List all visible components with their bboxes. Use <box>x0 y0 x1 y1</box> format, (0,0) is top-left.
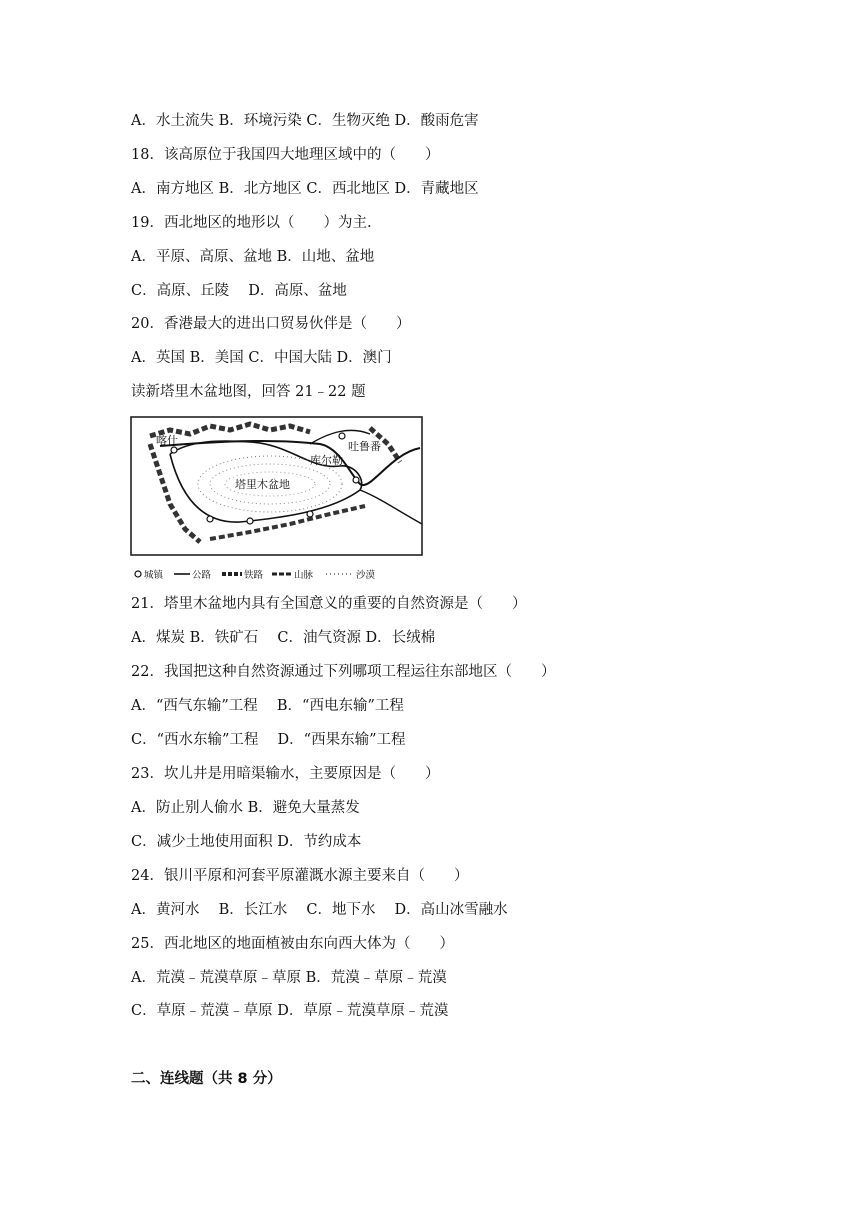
section-title: 二、连线题（共 8 分） <box>131 1071 282 1087</box>
question-line-3: A．南方地区 B．北方地区 C．西北地区 D．青藏地区 <box>131 181 479 197</box>
svg-text:沙漠: 沙漠 <box>356 570 376 581</box>
map-legend <box>135 569 376 581</box>
question-line-2: 18．该高原位于我国四大地理区域中的（ ） <box>131 147 440 163</box>
question-line-1: A．水土流失 B．环境污染 C．生物灭绝 D．酸雨危害 <box>131 113 479 129</box>
question-line-6: C．高原、丘陵 D．高原、盆地 <box>131 283 347 299</box>
question-line-16: A．防止别人偷水 B．避免大量蒸发 <box>131 800 360 816</box>
map-instruction: 读新塔里木盆地图，回答 21﹣22 题 <box>131 384 366 400</box>
tarim-basin-map <box>130 414 426 584</box>
question-line-10: 21．塔里木盆地内具有全国意义的重要的自然资源是（ ） <box>131 596 527 612</box>
question-line-20: 25．西北地区的地面植被由东向西大体为（ ） <box>131 936 454 952</box>
label-basin: 塔里木盆地 <box>235 478 290 491</box>
question-line-21: A．荒漠﹣荒漠草原﹣草原 B．荒漠﹣草原﹣荒漠 <box>131 970 447 986</box>
question-line-15: 23．坎儿井是用暗渠输水，主要原因是（ ） <box>131 766 440 782</box>
question-line-13: A．“西气东输”工程 B．“西电东输”工程 <box>131 698 404 714</box>
question-line-19: A．黄河水 B．长江水 C．地下水 D．高山冰雪融水 <box>131 902 508 918</box>
question-line-14: C．“西水东输”工程 D．“西果东输”工程 <box>131 732 406 748</box>
city-marker <box>171 447 177 453</box>
label-kashgar: 喀什 <box>156 434 178 447</box>
svg-text:铁路: 铁路 <box>244 570 264 581</box>
question-line-22: C．草原﹣荒漠﹣草原 D．草原﹣荒漠草原﹣荒漠 <box>131 1003 449 1019</box>
svg-text:公路: 公路 <box>192 570 212 581</box>
question-line-17: C．减少土地使用面积 D．节约成本 <box>131 834 362 850</box>
label-turpan: 吐鲁番 <box>348 440 381 453</box>
city-marker <box>207 516 213 522</box>
svg-text:山脉: 山脉 <box>294 570 314 581</box>
question-line-11: A．煤炭 B．铁矿石 C．油气资源 D．长绒棉 <box>131 630 436 646</box>
question-line-7: 20．香港最大的进出口贸易伙伴是（ ） <box>131 316 411 332</box>
city-marker <box>247 518 253 524</box>
question-line-5: A．平原、高原、盆地 B．山地、盆地 <box>131 249 375 265</box>
city-marker <box>339 433 345 439</box>
svg-text:城镇: 城镇 <box>144 570 164 581</box>
city-marker <box>307 511 313 517</box>
label-korla: 库尔勒 <box>310 454 343 467</box>
question-line-4: 19．西北地区的地形以（ ）为主. <box>131 215 372 231</box>
question-line-18: 24．银川平原和河套平原灌溉水源主要来自（ ） <box>131 868 469 884</box>
city-marker <box>353 477 359 483</box>
question-line-12: 22．我国把这种自然资源通过下列哪项工程运往东部地区（ ） <box>131 664 556 680</box>
question-line-8: A．英国 B．美国 C．中国大陆 D．澳门 <box>131 350 392 366</box>
